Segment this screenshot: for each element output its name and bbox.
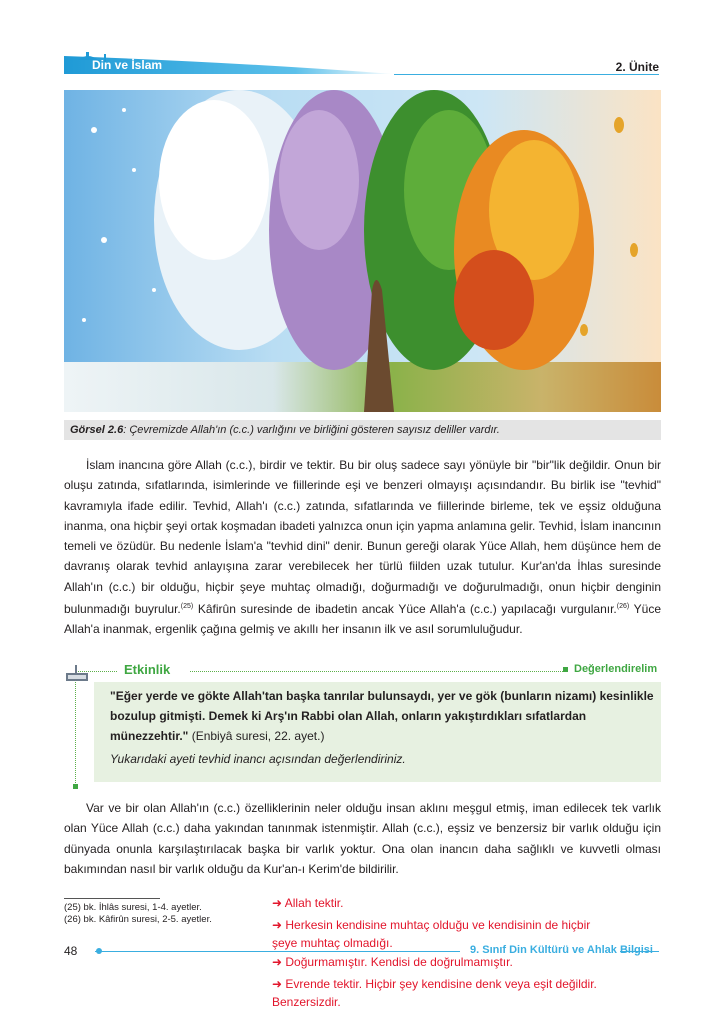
paragraph-tevhid	[64, 455, 661, 640]
quote-text: "Eğer yerde ve gökte Allah'tan başka tanrılar bulunsaydı, yer ve gök (bunların nizamı) kesinlikle bozulup gitmişti. Demek ki Arş'ın Rabbi olan Allah, onların yakıştırdıkları sıfatlardan münezzehtir."	[110, 689, 654, 743]
activity-icon	[64, 663, 90, 683]
caption-label: Görsel 2.6	[70, 424, 124, 436]
unit-label: 2. Ünite	[615, 60, 659, 74]
activity-label: Etkinlik	[124, 662, 171, 677]
section-title: Din ve İslam	[92, 58, 163, 72]
p1-text-a: İslam inancına göre Allah (c.c.), birdir ve tektir. Bu bir oluş sadece sayı yönüyle bir "bir"lik değildir. Onun bir oluşu zatında, sıfatlarında, isimlerinde ve fiillerinde eşi ve benzeri olmayışı açısındandır. Bu birlik ise "tevhid" kavramıyla ifade edilir. Tevhid, Allah'ı (c.c.) zatında, sıfatlarında ve fiillerinde birleme, tek ve eşsiz olduğuna inanma, ona hiçbir şeyi ortak koşmadan ibadeti yalnızca onun için yapma anlamına gelir. Tevhid, İslam inancının temeli ve özüdür. Bu nedenle İslam'a "tevhid dini" denir. Bunun gereği olarak Yüce Allah, hem düşünce hem de davranış olarak tevhid anlayışına zarar verebilecek her türlü fiilden uzak tutulur. Kur'an'da İhlas suresinde Allah'ın (c.c.) bir olduğu, hiçbir şeye muhtaç olmadığı, doğurmadığı ve doğurulmadığı, onun hiçbir denginin bulunmadığı buyrulur.	[64, 458, 661, 617]
caption-text: : Çevremizde Allah'ın (c.c.) varlığını ve birliğini gösteren sayısız deliller vardır.	[123, 424, 500, 436]
footnote-25: (25) bk. İhlâs suresi, 1-4. ayetler.	[64, 902, 202, 913]
paragraph-attributes	[64, 798, 661, 879]
footnote-rule	[64, 898, 160, 899]
footnote-ref-26: (26)	[616, 603, 630, 611]
note-1: ➜ Allah tektir.	[272, 896, 344, 910]
p2-text: Var ve bir olan Allah'ın (c.c.) özelliklerinin neler olduğu insan aklını meşgul etmiş, iman edilecek tek varlık olan Yüce Allah (c.c.) daha yakından tanınmak istenmiştir. Allah (c.c.), eşsiz ve benzersiz bir varlık olduğu için dünyada onunla karşılaştırılacak başka bir varlık yoktur. Ona olan inancın daha sağlıklı ve kuvvetli olması bakımından nasıl bir varlık olduğu da Kur'an-ı Kerim'de bildirilir.	[64, 801, 661, 876]
activity-marker-bottom	[73, 784, 78, 789]
page-number: 48	[64, 944, 78, 958]
activity-type-marker	[563, 667, 568, 672]
footer-dot	[96, 948, 102, 954]
note-3: ➜ Doğurmamıştır. Kendisi de doğrulmamıştır.	[272, 955, 513, 969]
four-seasons-tree-image	[64, 90, 661, 412]
header-rule	[394, 74, 659, 75]
quote-source: (Enbiyâ suresi, 22. ayet.)	[188, 729, 325, 743]
note-4: ➜ Evrende tektir. Hiçbir şey kendisine denk veya eşit değildir. Benzersizdir.	[272, 977, 597, 1009]
activity-task: Yukarıdaki ayeti tevhid inancı açısından değerlendiriniz.	[110, 752, 406, 766]
footnote-26: (26) bk. Kâfirûn suresi, 2-5. ayetler.	[64, 914, 212, 925]
activity-quote	[110, 686, 655, 746]
activity-dotted-vertical	[75, 667, 76, 787]
p1-text-c: Yüce Allah'a inanmak, ergenlik çağına gelmiş ve akıllı her insanın ilk ve asıl sorumluluğudur.	[64, 602, 661, 637]
activity-type-label: Değerlendirelim	[574, 663, 658, 675]
book-title: 9. Sınıf Din Kültürü ve Ahlak Bilgisi	[470, 944, 653, 956]
note-2: ➜ Herkesin kendisine muhtaç olduğu ve kendisinin de hiçbir şeye muhtaç olmadığı.	[272, 918, 591, 950]
figure-caption	[70, 424, 500, 436]
p1-text-b: Kâfirûn suresinde de ibadetin ancak Yüce Allah'a (c.c.) yapılacağı vurgulanır.	[193, 602, 617, 617]
footnote-ref-25: (25)	[180, 603, 194, 611]
